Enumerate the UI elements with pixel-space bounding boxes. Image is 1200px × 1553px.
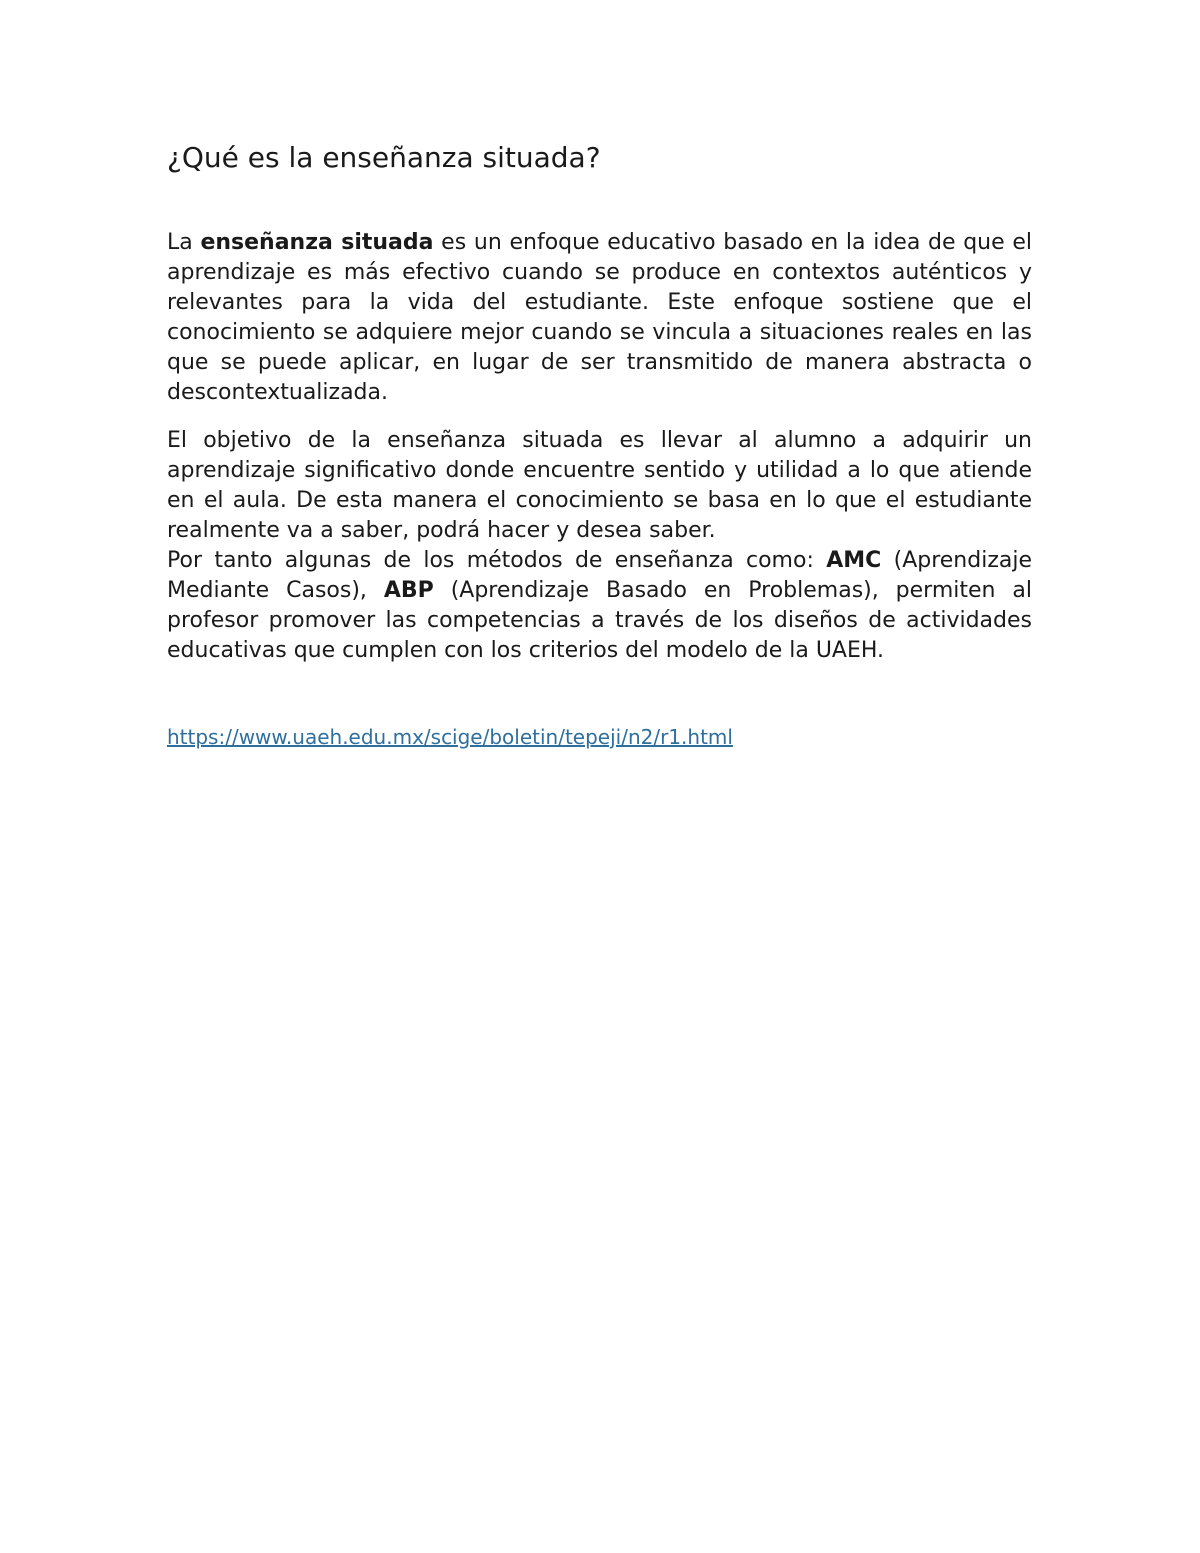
- method-amc: AMC: [826, 548, 882, 573]
- paragraph-methods-text: (Aprendizaje Basado en Problemas), permiten al profesor promover las competencias a través de los diseños de actividades educativas que cumplen con los criterios del modelo de la UAEH.: [167, 578, 1033, 663]
- source-link[interactable]: https://www.uaeh.edu.mx/scige/boletin/tepeji/n2/r1.html: [167, 725, 733, 749]
- paragraph-definition-lead: La: [167, 230, 201, 255]
- paragraph-definition: [167, 228, 1032, 408]
- paragraph-methods-lead: Por tanto algunas de los métodos de enseñanza como:: [167, 548, 827, 573]
- term-ensenanza-situada: enseñanza situada: [200, 230, 434, 255]
- document-title: ¿Qué es la enseñanza situada?: [167, 141, 601, 174]
- document-body: [167, 138, 1032, 751]
- paragraph-objective: El objetivo de la enseñanza situada es llevar al alumno a adquirir un aprendizaje significativo donde encuentre sentido y utilidad a lo que atiende en el aula. De esta manera el conocimiento se basa en lo que el estudiante realmente va a saber, podrá hacer y desea saber.: [167, 428, 1032, 543]
- paragraph-definition-text: es un enfoque educativo basado en la idea de que el aprendizaje es más efectivo cuando se produce en contextos auténticos y relevantes para la vida del estudiante. Este enfoque sostiene que el conocimiento se adquiere mejor cuando se vincula a situaciones reales en las que se puede aplicar, en lugar de ser transmitido de manera abstracta o descontextualizada.: [167, 230, 1032, 405]
- paragraph-methods: [167, 546, 1032, 666]
- method-amc-description: (Aprendizaje Mediante Casos),: [167, 548, 1033, 603]
- method-abp: ABP: [383, 578, 434, 603]
